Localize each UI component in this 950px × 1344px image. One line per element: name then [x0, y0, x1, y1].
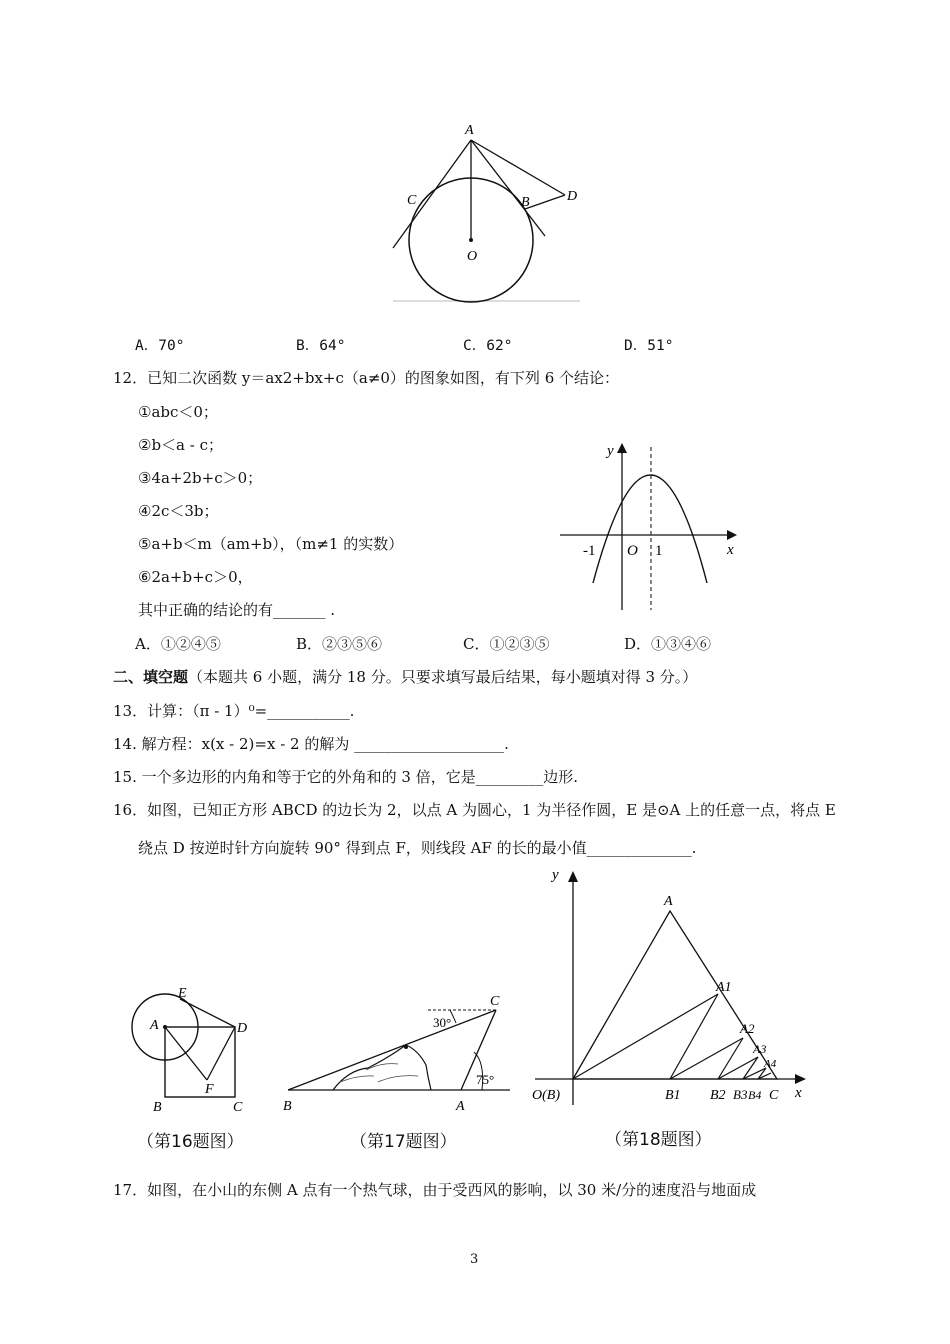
- fig11-label-o: O: [467, 249, 478, 264]
- q16-line2: 绕点 D 按逆时针方向旋转 90° 得到点 F，则线段 AF 的长的最小值______________.: [138, 839, 697, 857]
- fig18-label-b2: B2: [710, 1088, 726, 1103]
- fig18-caption: （第18题图）: [605, 1130, 712, 1150]
- q15: 15. 一个多边形的内角和等于它的外角和的 3 倍，它是_________边形.: [113, 768, 578, 786]
- q12-graph-neg1: -1: [583, 543, 596, 559]
- fig17-label-c: C: [490, 994, 500, 1009]
- section2-desc: （本题共 6 小题，满分 18 分。只要求填写最后结果，每小题填对得 3 分。）: [188, 668, 698, 686]
- fig16-caption: （第16题图）: [137, 1132, 244, 1152]
- fig18-label-a2: A2: [740, 1021, 755, 1036]
- q12-graph-x-label: x: [727, 542, 734, 558]
- q12-conclusion-5: ⑤a+b＜m（am+b），（m≠1 的实数）: [138, 535, 404, 553]
- q12-graph-y-label: y: [607, 443, 614, 459]
- q17: 17．如图，在小山的东侧 A 点有一个热气球，由于受西风的影响，以 30 米/分的速度沿与地面成: [113, 1181, 757, 1199]
- fig18-label-a: A: [664, 894, 673, 909]
- q12-conclusion-2: ②b＜a - c；: [138, 436, 223, 454]
- fig16-label-b: B: [153, 1100, 162, 1115]
- fig18-label-a4: A4: [764, 1058, 777, 1070]
- fig11-label-a: A: [465, 123, 474, 138]
- q11-option-c: C．62°: [463, 338, 513, 354]
- q12-conclusion-6: ⑥2a+b+c＞0，: [138, 568, 253, 586]
- section2-title: 二、填空题: [113, 668, 189, 686]
- fig17-label-b: B: [283, 1099, 292, 1114]
- fig16-square-circle: [125, 985, 260, 1115]
- q12-graph-one: 1: [655, 543, 663, 559]
- q12-conclusion-3: ③4a+2b+c＞0；: [138, 469, 263, 487]
- q12-option-b: B．②③⑤⑥: [296, 635, 383, 653]
- fig16-label-e: E: [178, 986, 187, 1001]
- q16-line1: 16．如图，已知正方形 ABCD 的边长为 2，以点 A 为圆心，1 为半径作圆，E 是⊙A 上的任意一点，将点 E: [113, 801, 836, 819]
- q12-conclusion-1: ①abc＜0；: [138, 403, 218, 421]
- q12-option-d: D．①③④⑥: [624, 635, 712, 653]
- fig11-label-c: C: [407, 193, 417, 208]
- q11-option-b: B．64°: [296, 338, 346, 354]
- fig18-label-b1: B1: [665, 1088, 681, 1103]
- q12-graph-origin: O: [627, 543, 638, 559]
- fig17-caption: （第17题图）: [350, 1132, 457, 1152]
- fig17-angle-75: 75°: [476, 1072, 495, 1087]
- fig18-triangle-sequence: [530, 865, 815, 1110]
- fig17-label-a: A: [456, 1099, 465, 1114]
- q12-option-c: C．①②③⑤: [463, 635, 550, 653]
- fig18-y-label: y: [552, 867, 559, 883]
- fig11-label-b: B: [521, 195, 530, 210]
- fig17-angle-30: 30°: [433, 1015, 452, 1030]
- fig16-label-a: A: [150, 1018, 159, 1033]
- fig11-label-d: D: [567, 189, 578, 204]
- fig18-x-label: x: [795, 1085, 802, 1101]
- fig16-label-f: F: [205, 1082, 214, 1097]
- q11-option-d: D．51°: [624, 338, 674, 354]
- fig16-label-d: D: [237, 1021, 248, 1036]
- fig18-label-b3: B3: [733, 1087, 748, 1102]
- fig18-label-c: C: [769, 1088, 779, 1103]
- q12-conclusion-4: ④2c＜3b；: [138, 502, 219, 520]
- q12-stem: 12．已知二次函数 y＝ax2+bx+c（a≠0）的图象如图，有下列 6 个结论：: [113, 369, 620, 387]
- q14: 14. 解方程：x(x - 2)=x - 2 的解为 ____________________.: [113, 735, 509, 753]
- q13: 13．计算：（π - 1）⁰=___________.: [113, 702, 355, 720]
- q12-ask: 其中正确的结论的有_______ .: [138, 601, 336, 619]
- fig18-label-a1: A1: [716, 980, 732, 995]
- fig16-label-c: C: [233, 1100, 243, 1115]
- q12-option-a: A．①②④⑤: [135, 635, 221, 653]
- q12-parabola-graph: [555, 435, 750, 615]
- fig17-hot-air-balloon: [278, 990, 518, 1115]
- fig18-label-a3: A3: [753, 1042, 767, 1056]
- fig11-circle-tangent: [385, 118, 600, 308]
- fig18-label-b4: B4: [748, 1088, 762, 1102]
- q11-option-a: A．70°: [135, 338, 185, 354]
- section2-heading: [113, 667, 697, 687]
- fig18-label-ob: O(B): [532, 1088, 560, 1103]
- page-number: 3: [470, 1252, 479, 1267]
